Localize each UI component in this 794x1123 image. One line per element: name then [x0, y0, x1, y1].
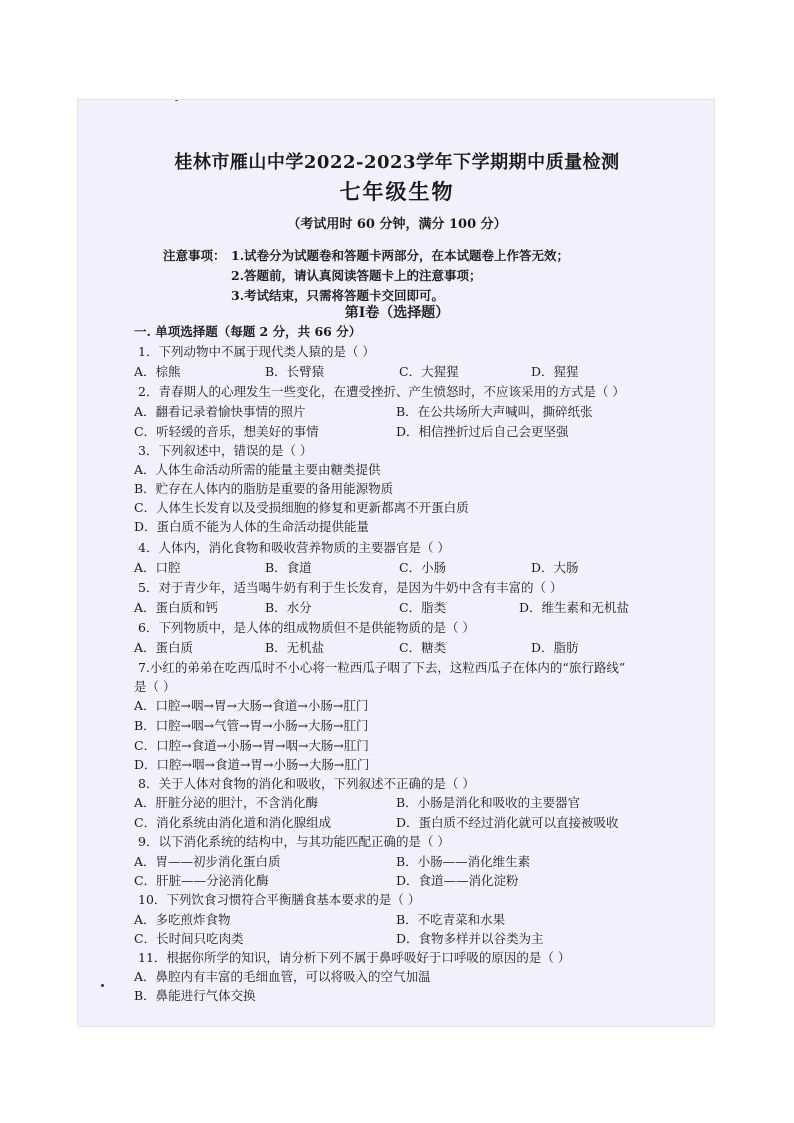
- notice-item-2: 2.答题前，请认真阅读答题卡上的注意事项；: [231, 268, 482, 283]
- exam-subject: 七年级生物: [339, 179, 455, 204]
- option: D．相信挫折过后自己会更坚强: [396, 424, 569, 439]
- option: C．口腔→食道→小肠→胃→咽→大肠→肛门: [134, 738, 369, 753]
- question-stem-continued: 是（ ）: [134, 679, 176, 694]
- question-stem: 8．关于人体对食物的消化和吸收，下列叙述不正确的是（ ）: [138, 776, 475, 791]
- option: B．无机盐: [265, 640, 325, 655]
- option: B．水分: [265, 600, 312, 615]
- option: A．蛋白质和钙: [134, 600, 219, 615]
- option: C．小肠: [399, 560, 447, 575]
- option: C．人体生长发育以及受损细胞的修复和更新都离不开蛋白质: [134, 500, 469, 515]
- question-stem: 10．下列饮食习惯符合平衡膳食基本要求的是（ ）: [138, 892, 421, 907]
- option: C．长时间只吃肉类: [134, 931, 244, 946]
- exam-info: （考试用时 60 分钟，满分 100 分）: [287, 217, 507, 232]
- question-stem: 6．下列物质中，是人体的组成物质但不是供能物质的是（ ）: [138, 620, 475, 635]
- option: C．糖类: [399, 640, 447, 655]
- option: A．胃——初步消化蛋白质: [134, 854, 281, 869]
- exam-paper: [77, 99, 715, 1027]
- exam-title: 桂林市雁山中学2022-2023学年下学期期中质量检测: [174, 152, 620, 173]
- option: D．食物多样并以谷类为主: [396, 931, 544, 946]
- option: D．食道——消化淀粉: [396, 873, 519, 888]
- option: A．蛋白质: [134, 640, 194, 655]
- question-stem: 2．青春期人的心理发生一些变化，在遭受挫折、产生愤怒时，不应该采用的方式是（ ）: [138, 384, 625, 399]
- question-stem: 1．下列动物中不属于现代类人猿的是（ ）: [138, 344, 375, 359]
- option: C．听轻缓的音乐，想美好的事情: [134, 424, 319, 439]
- option: A．人体生命活动所需的能量主要由糖类提供: [134, 462, 381, 477]
- option: D．猩猩: [531, 364, 579, 379]
- scan-speck: [175, 99, 178, 101]
- notice-item-1: 1.试卷分为试题卷和答题卡两部分，在本试题卷上作答无效；: [231, 248, 570, 263]
- option: C．脂类: [399, 600, 447, 615]
- option: D．蛋白质不能为人体的生命活动提供能量: [134, 519, 370, 534]
- option: B．小肠是消化和吸收的主要器官: [396, 795, 581, 810]
- question-stem: 9．以下消化系统的结构中，与其功能匹配正确的是（ ）: [138, 834, 450, 849]
- option: C．大猩猩: [399, 364, 459, 379]
- option: B．贮存在人体内的脂肪是重要的备用能源物质: [134, 481, 394, 496]
- option: D．维生素和无机盐: [519, 600, 630, 615]
- option: B．小肠——消化维生素: [396, 854, 531, 869]
- question-stem: 3．下列叙述中，错误的是（ ）: [138, 443, 313, 458]
- option: C．消化系统由消化道和消化腺组成: [134, 815, 332, 830]
- option: A．口腔: [134, 560, 181, 575]
- option: B．长臂猿: [265, 364, 325, 379]
- option: C．肝脏——分泌消化酶: [134, 873, 269, 888]
- option: D．口腔→咽→食道→胃→小肠→大肠→肛门: [134, 757, 370, 772]
- option: B．鼻能进行气体交换: [134, 988, 256, 1003]
- option: A．翻看记录着愉快事情的照片: [134, 404, 306, 419]
- notice-label: 注意事项：: [163, 248, 226, 263]
- question-stem: 4．人体内，消化食物和吸收营养物质的主要器官是（ ）: [138, 540, 450, 555]
- question-stem: 5．对于青少年，适当喝牛奶有利于生长发育，是因为牛奶中含有丰富的（ ）: [138, 580, 563, 595]
- scan-speck: [101, 984, 104, 987]
- option: D．大肠: [531, 560, 579, 575]
- notice-item-3: 3.考试结束，只需将答题卡交回即可。: [231, 288, 445, 303]
- question-stem: 7.小红的弟弟在吃西瓜时不小心将一粒西瓜子咽了下去，这粒西瓜子在体内的“旅行路线”: [138, 660, 626, 675]
- option: D．蛋白质不经过消化就可以直接被吸收: [396, 815, 619, 830]
- option: A．棕熊: [134, 364, 181, 379]
- option: B．口腔→咽→气管→胃→小肠→大肠→肛门: [134, 718, 369, 733]
- option: A．多吃煎炸食物: [134, 912, 231, 927]
- option: B．食道: [265, 560, 312, 575]
- option: A．口腔→咽→胃→大肠→食道→小肠→肛门: [134, 698, 369, 713]
- option: B．在公共场所大声喊叫，撕碎纸张: [396, 404, 593, 419]
- option: B．不吃青菜和水果: [396, 912, 506, 927]
- option: D．脂肪: [531, 640, 579, 655]
- question-stem: 11．根据你所学的知识，请分析下列不属于鼻呼吸好于口呼吸的原因的是（ ）: [138, 950, 571, 965]
- section-title: 第Ⅰ卷（选择题）: [344, 305, 450, 321]
- option: A．鼻腔内有丰富的毛细血管，可以将吸入的空气加温: [134, 969, 431, 984]
- part-title: 一. 单项选择题（每题 2 分，共 66 分）: [134, 324, 362, 339]
- option: A．肝脏分泌的胆汁，不含消化酶: [134, 795, 319, 810]
